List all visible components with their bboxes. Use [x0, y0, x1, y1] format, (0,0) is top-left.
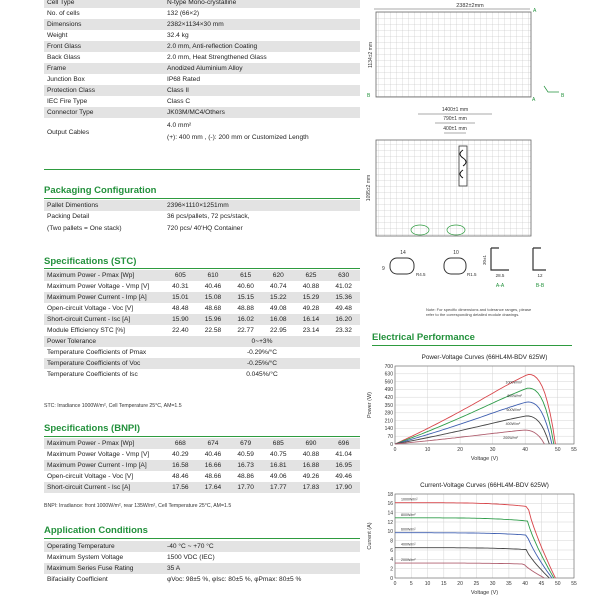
- mechanical-drawings: [360, 0, 600, 330]
- table-row: Frame Anodized Aluminium Alloy: [44, 63, 360, 74]
- x-tick-label: 50: [554, 581, 561, 587]
- dim-790-label: 790±1 mm: [443, 116, 467, 122]
- y-tick-label: 630: [384, 371, 393, 378]
- table-row: Temperature Coefficients of Voc -0.25%/°C: [44, 358, 360, 369]
- series-label: 800W/m²: [401, 512, 416, 517]
- x-tick-label: 30: [489, 447, 496, 453]
- table-row: Maximum Power Voltage - Vmp [V] 40.29 40.46 40.59 40.75 40.88 41.04: [47, 451, 352, 458]
- series-label: 400W/m²: [401, 542, 416, 547]
- app-table: [44, 541, 360, 585]
- y-tick-label: 140: [384, 426, 393, 433]
- height-dim-label: 1134±2 mm: [368, 42, 374, 68]
- table-row: Maximum Power - Pmax [Wp] 605 610 615 620 625 630: [44, 270, 360, 281]
- x-tick-label: 5: [409, 581, 413, 587]
- drawing-note: refer to the corresponding detailed module drawings.: [426, 312, 520, 317]
- y-tick-label: 18: [387, 491, 393, 498]
- y-tick-label: 70: [387, 434, 393, 440]
- dim-10-label: 10: [453, 250, 459, 256]
- table-row: Front Glass 2.0 mm, Anti-reflection Coating: [44, 41, 360, 52]
- y-tick-label: 280: [384, 410, 393, 417]
- table-row: Maximum Power Current - Imp [A] 15.01 15.08 15.15 15.22 15.29 15.36: [44, 292, 360, 303]
- y-tick-label: 0: [390, 575, 393, 582]
- x-tick-label: 10: [424, 581, 431, 587]
- frame-section-aa: [491, 248, 509, 270]
- series-line: [395, 563, 544, 578]
- table-row: Weight 32.4 kg: [47, 32, 189, 39]
- section-b-arrow: [544, 86, 559, 92]
- cable-length: (+): 400 mm , (-): 200 mm or Customized Length: [167, 134, 309, 141]
- series-label: 1000W/m²: [401, 497, 418, 502]
- electrical-title: Electrical Performance: [372, 332, 475, 343]
- divider: [44, 436, 360, 437]
- cable-size: 4.0 mm²: [167, 122, 192, 129]
- x-tick-label: 10: [424, 447, 431, 453]
- table-row: Temperature Coefficients of Pmax -0.29%/°C: [47, 349, 278, 356]
- dim-12-label: 12: [537, 273, 543, 278]
- table-row: Protection Class Class II: [44, 85, 360, 96]
- bnpi-note: BNPI: Irradiance: front 1000W/m², rear 135W/m², Cell Temperature 25°C, AM=1.5: [44, 503, 232, 509]
- section-bb-label: B-B: [535, 283, 545, 289]
- x-axis-label: Voltage (V): [470, 456, 499, 462]
- series-label: 600W/m²: [401, 527, 416, 532]
- chart-title: Current-Voltage Curves (66HL4M-BDV 625W): [420, 482, 549, 489]
- dim-r1-label: R1.5: [467, 272, 477, 277]
- y-tick-label: 6: [390, 547, 393, 554]
- table-row: Short-circuit Current - Isc [A] 15.90 15.96 16.02 16.08 16.14 16.20: [44, 314, 360, 325]
- bnpi-table: [44, 438, 360, 493]
- dim-30-label: 30±1: [482, 255, 487, 265]
- x-tick-label: 55: [571, 447, 577, 453]
- label-a-top: A: [533, 8, 537, 14]
- dim-9-label: 9: [382, 266, 385, 272]
- divider: [372, 345, 572, 346]
- table-row: Pallet Dimentions 2396×1110×1251mm: [44, 200, 360, 211]
- width-dim-label: 2382±2mm: [456, 3, 484, 9]
- drawing-note: Note: For specific dimensions and tolerance ranges, please: [426, 307, 532, 312]
- table-row: Temperature Coefficients of Isc 0.045%/°C: [47, 371, 278, 378]
- series-line: [395, 533, 552, 578]
- y-tick-label: 2: [390, 566, 393, 573]
- x-tick-label: 0: [393, 447, 397, 453]
- table-row: Open-circuit Voltage - Voc [V] 48.46 48.66 48.86 49.06 49.26 49.46: [47, 473, 352, 480]
- series-label: 800W/m²: [507, 394, 522, 399]
- y-axis-label: Current (A): [367, 522, 373, 550]
- dim-1095-label: 1095±2 mm: [366, 174, 372, 202]
- x-tick-label: 25: [473, 581, 480, 587]
- series-line: [395, 374, 555, 444]
- x-axis-label: Voltage (V): [470, 590, 499, 596]
- power-voltage-chart: [362, 350, 588, 462]
- series-label: 400W/m²: [505, 421, 521, 426]
- y-tick-label: 10: [387, 529, 393, 536]
- x-tick-label: 40: [522, 581, 528, 587]
- series-label: 600W/m²: [506, 407, 522, 412]
- series-label: 1000W/m²: [505, 380, 523, 385]
- table-row: Back Glass 2.0 mm, Heat Strengthened Glass: [47, 54, 267, 61]
- table-row: Power Tolerance 0~+3%: [44, 336, 360, 347]
- chart-title: Power-Voltage Curves (66HL4M-BDV 625W): [421, 354, 548, 361]
- divider: [44, 198, 360, 199]
- x-tick-label: 40: [522, 447, 528, 453]
- y-tick-label: 560: [384, 379, 393, 386]
- dim-285-label: 28.5: [495, 273, 505, 278]
- x-tick-label: 50: [554, 447, 561, 453]
- table-row: Maximum Power Current - Imp [A] 16.58 16.66 16.73 16.81 16.88 16.95: [44, 460, 360, 471]
- label-b-left: B: [367, 93, 371, 99]
- table-row: Bifaciality Coefficient φVoc: 98±5 %, φIsc: 80±5 %, φPmax: 80±5 %: [47, 576, 302, 583]
- table-row: Open-circuit Voltage - Voc [V] 48.48 48.68 48.88 49.08 49.28 49.48: [47, 305, 352, 312]
- y-tick-label: 8: [390, 538, 393, 545]
- x-tick-label: 45: [538, 581, 545, 587]
- dim-14-label: 14: [400, 250, 406, 256]
- divider: [44, 268, 360, 269]
- table-row: Cell Type N-type Mono-crystalline: [44, 0, 360, 8]
- y-tick-label: 420: [384, 395, 393, 401]
- x-tick-label: 55: [571, 581, 577, 587]
- y-tick-label: 210: [384, 418, 393, 425]
- series-line: [395, 503, 555, 578]
- y-tick-label: 490: [384, 387, 393, 394]
- series-label: 200W/m²: [401, 558, 416, 563]
- section-aa-label: A-A: [495, 283, 505, 289]
- table-row: Maximum Power - Pmax [Wp] 668 674 679 685 690 696: [44, 438, 360, 449]
- y-tick-label: 0: [390, 441, 393, 448]
- y-axis-label: Power (W): [367, 392, 373, 418]
- y-tick-label: 16: [387, 501, 393, 508]
- mechanical-table: [44, 0, 360, 146]
- table-row: Connector Type JK03M/MC4/Others: [44, 107, 360, 118]
- table-row: Packing Detail (Two pallets = One stack) 36 pcs/pallets, 72 pcs/stack, 720 pcs/ 40'HQ Container: [47, 213, 250, 232]
- dim-1400-label: 1400±1 mm: [441, 107, 469, 113]
- frame-section-bb: [533, 248, 546, 270]
- series-label: 200W/m²: [503, 436, 518, 441]
- table-row: Dimensions 2382×1134×30 mm: [44, 19, 360, 30]
- label-a-bottom: A: [532, 97, 536, 103]
- divider: [44, 538, 360, 539]
- label-b-right: B: [561, 93, 565, 99]
- table-row: Operating Temperature -40 °C ~ +70 °C: [44, 541, 360, 552]
- x-tick-label: 0: [393, 581, 397, 587]
- dim-400-label: 400±1 mm: [443, 126, 467, 132]
- table-row: Output Cables 4.0 mm² (+): 400 mm , (-): 200 mm or Customized Length: [44, 118, 360, 146]
- table-row: Short-circuit Current - Isc [A] 17.56 17.64 17.70 17.77 17.83 17.90: [44, 482, 360, 493]
- table-row: No. of cells 132 (66×2): [47, 10, 200, 17]
- stc-table: [44, 270, 360, 380]
- current-voltage-chart: [362, 478, 588, 596]
- series-line: [395, 430, 544, 444]
- y-tick-label: 4: [390, 557, 393, 564]
- dim-r45-label: R4.5: [416, 272, 426, 277]
- table-row: Maximum Power Voltage - Vmp [V] 40.31 40.46 40.60 40.74 40.88 41.02: [47, 283, 352, 290]
- table-row: Module Efficiency STC [%] 22.40 22.58 22.77 22.95 23.14 23.32: [47, 327, 352, 334]
- packaging-title: Packaging Configuration: [44, 185, 157, 196]
- divider: [44, 169, 360, 170]
- stc-note: STC: Irradiance 1000W/m², Cell Temperature 25°C, AM=1.5: [44, 403, 182, 409]
- front-panel: [376, 12, 531, 97]
- y-tick-label: 14: [387, 510, 393, 517]
- mounting-hole-detail: [390, 258, 414, 274]
- rear-panel: [376, 140, 531, 236]
- series-line: [395, 402, 552, 444]
- x-tick-label: 35: [506, 581, 512, 587]
- y-tick-label: 12: [387, 519, 393, 526]
- packaging-table: [44, 200, 360, 235]
- app-title: Application Conditions: [44, 525, 148, 536]
- stc-title: Specifications (STC): [44, 256, 137, 267]
- table-row: IEC Fire Type Class C: [47, 98, 191, 105]
- x-tick-label: 15: [441, 581, 447, 587]
- table-row: Maximum System Voltage 1500 VDC (IEC): [47, 554, 215, 561]
- table-row: Junction Box IP68 Rated: [47, 76, 200, 83]
- drain-hole-detail: [444, 258, 466, 274]
- x-tick-label: 20: [457, 581, 463, 587]
- y-tick-label: 350: [384, 402, 393, 409]
- table-row: Maximum Series Fuse Rating 35 A: [44, 563, 360, 574]
- bnpi-title: Specifications (BNPI): [44, 423, 141, 434]
- y-tick-label: 700: [384, 363, 393, 370]
- x-tick-label: 30: [489, 581, 496, 587]
- x-tick-label: 20: [457, 447, 463, 453]
